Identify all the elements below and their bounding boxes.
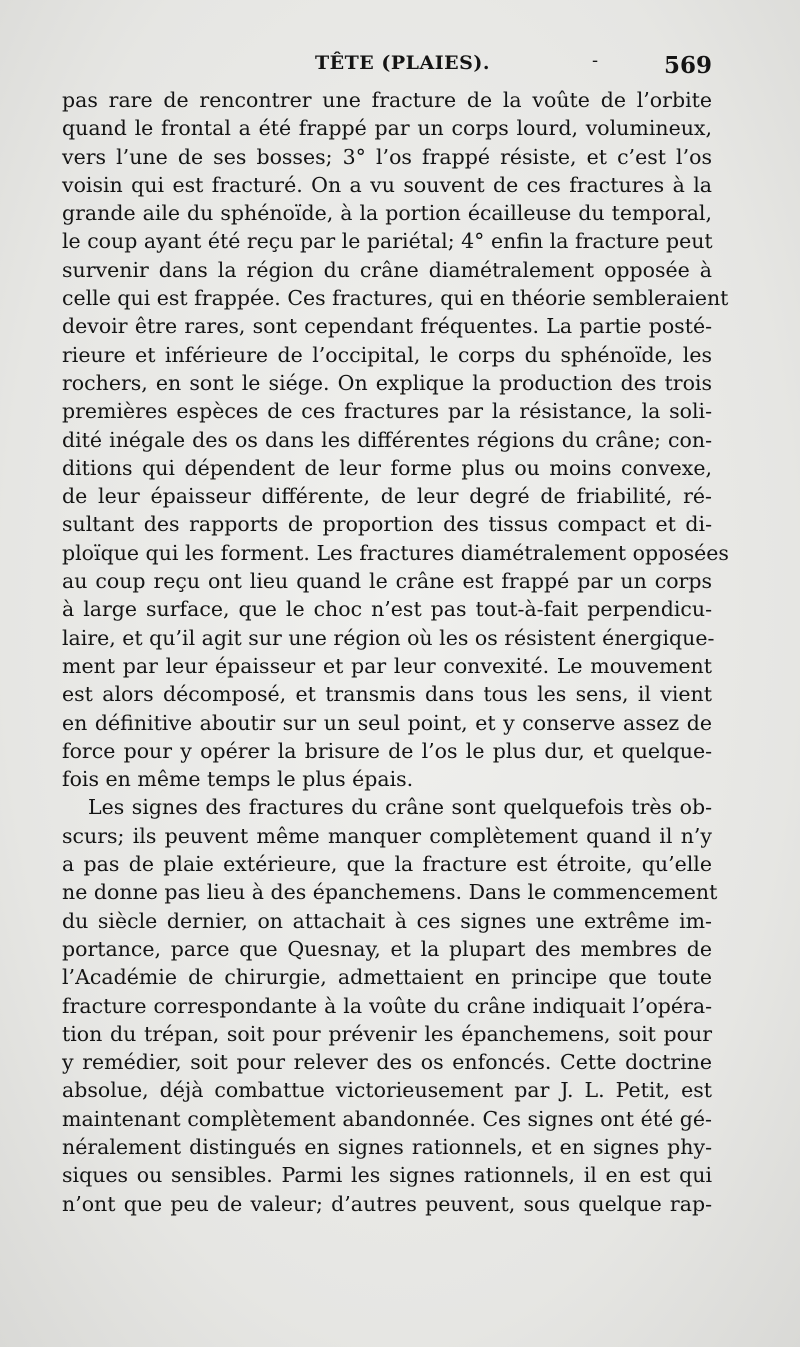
text-line: de leur épaisseur différente, de leur degré de friabilité, ré- (62, 484, 712, 509)
text-line: survenir dans la région du crâne diamétralement opposée à (62, 257, 712, 282)
text-line: force pour y opérer la brisure de l’os le plus dur, et quelque- (62, 738, 712, 763)
text-line: ne donne pas lieu à des épanchemens. Dans le commencement (62, 880, 718, 905)
text-line: grande aile du sphénoïde, à la portion écailleuse du temporal, (62, 201, 712, 226)
text-line: ploïque qui les forment. Les fractures diamétralement opposées (62, 540, 729, 565)
text-line: devoir être rares, sont cependant fréquentes. La partie posté- (62, 314, 712, 339)
text-line: ment par leur épaisseur et par leur convexité. Le mouvement (62, 653, 712, 678)
text-line: tion du trépan, soit pour prévenir les épanchemens, soit pour (62, 1021, 712, 1046)
body-text (62, 86, 729, 1218)
text-line: portance, parce que Quesnay, et la plupart des membres de (62, 936, 712, 961)
page-number: 569 (663, 52, 712, 79)
text-line: celle qui est frappée. Ces fractures, qui en théorie sembleraient (62, 286, 729, 311)
text-line: sultant des rapports de proportion des tissus compact et di- (62, 512, 712, 537)
running-title: TÊTE (PLAIES). (315, 52, 490, 74)
text-line: voisin qui est fracturé. On a vu souvent de ces fractures à la (62, 172, 712, 197)
text-line: absolue, déjà combattue victorieusement par J. L. Petit, est (62, 1078, 712, 1103)
paragraph-1 (62, 86, 729, 793)
text-line: du siècle dernier, on attachait à ces signes une extrême im- (62, 908, 712, 933)
text-line: siques ou sensibles. Parmi les signes rationnels, il en est qui (62, 1163, 712, 1188)
text-line: n’ont que peu de valeur; d’autres peuvent, sous quelque rap- (62, 1191, 712, 1216)
text-line: maintenant complètement abandonnée. Ces signes ont été gé- (62, 1106, 712, 1131)
text-line: Les signes des fractures du crâne sont quelquefois très ob- (88, 795, 712, 820)
text-line: premières espèces de ces fractures par la résistance, la soli- (62, 399, 712, 424)
text-line: l’Académie de chirurgie, admettaient en principe que toute (62, 965, 712, 990)
text-line: rochers, en sont le siége. On explique la production des trois (62, 370, 712, 395)
text-line: le coup ayant été reçu par le pariétal; 4° enfin la fracture peut (62, 229, 713, 254)
text-line: en définitive aboutir sur un seul point, et y conserve assez de (62, 710, 712, 735)
text-line: vers l’une de ses bosses; 3° l’os frappé résiste, et c’est l’os (62, 144, 712, 169)
header-mark: - (592, 50, 599, 71)
text-line: scurs; ils peuvent même manquer complètement quand il n’y (62, 823, 712, 848)
text-line: ditions qui dépendent de leur forme plus ou moins convexe, (62, 455, 712, 480)
text-line: dité inégale des os dans les différentes régions du crâne; con- (62, 427, 712, 452)
text-line: au coup reçu ont lieu quand le crâne est frappé par un corps (62, 569, 712, 594)
page-header (62, 52, 712, 82)
text-line: fracture correspondante à la voûte du crâne indiquait l’opéra- (62, 993, 712, 1018)
text-line: pas rare de rencontrer une fracture de la voûte de l’orbite (62, 88, 712, 112)
text-line: rieure et inférieure de l’occipital, le corps du sphénoïde, les (62, 342, 712, 367)
text-line: a pas de plaie extérieure, que la fracture est étroite, qu’elle (62, 852, 712, 877)
text-line: y remédier, soit pour relever des os enfoncés. Cette doctrine (62, 1050, 712, 1075)
text-line: quand le frontal a été frappé par un corps lourd, volumineux, (62, 116, 712, 141)
paragraph-2 (62, 793, 718, 1217)
text-line: laire, et qu’il agit sur une région où les os résistent énergique- (62, 625, 715, 650)
text-line: à large surface, que le choc n’est pas tout-à-fait perpendicu- (62, 597, 712, 622)
text-line: fois en même temps le plus épais. (62, 767, 414, 792)
text-line: néralement distingués en signes rationnels, et en signes phy- (62, 1134, 712, 1159)
text-line: est alors décomposé, et transmis dans tous les sens, il vient (62, 682, 712, 707)
